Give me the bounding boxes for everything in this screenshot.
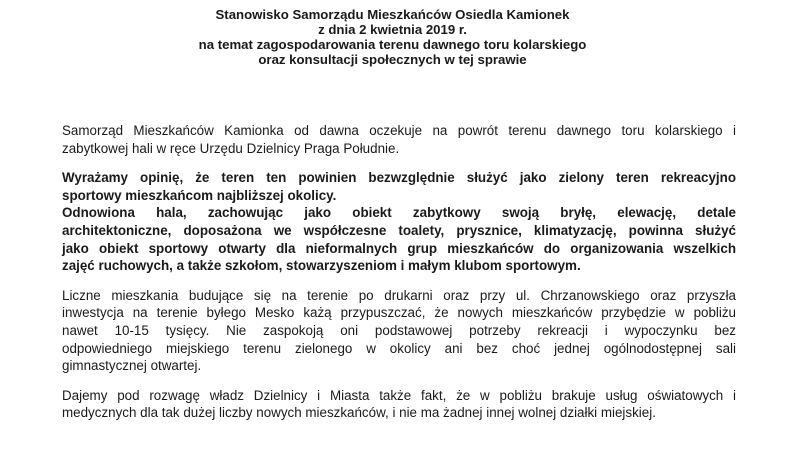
- text-line: zabytkowej hali w ręce Urzędu Dzielnicy Praga Południe.: [62, 140, 400, 156]
- text-line: architektoniczne, doposażona we współczesne toalety, prysznice, klimatyzację, powinna służyć: [62, 222, 736, 238]
- paragraph-housing: [62, 287, 736, 375]
- text-line: inwestycja na terenie byłego Mesko każą przypuszczać, że nowych mieszkańców przybędzie w pobliżu: [62, 305, 736, 321]
- text-line: sportowy mieszkańcom najbliższej okolicy.: [62, 187, 337, 203]
- text-line: odpowiedniego miejskiego terenu zielonego w okolicy ani bez choć jednej ogólnodostępnej sali: [62, 340, 736, 356]
- text-line: Odnowiona hala, zachowując jako obiekt zabytkowy swoją bryłę, elewację, detale: [62, 205, 736, 221]
- text-line: Liczne mieszkania budujące się na terenie po drukarni oraz przy ul. Chrzanowskiego oraz przyszła: [62, 287, 736, 303]
- header-subject-line: na temat zagospodarowania terenu dawnego toru kolarskiego: [198, 37, 587, 52]
- text-line: medycznych dla tak dużej liczby nowych mieszkańców, i nie ma żadnej innej wolnej działki miejskiej.: [62, 405, 656, 421]
- header-date-line: z dnia 2 kwietnia 2019 r.: [318, 22, 467, 37]
- header-title-line: Stanowisko Samorządu Mieszkańców Osiedla Kamionek: [215, 7, 570, 22]
- document-header: [0, 7, 785, 67]
- document-body: [62, 122, 736, 422]
- text-line: Samorząd Mieszkańców Kamionka od dawna oczekuje na powrót terenu dawnego toru kolarskiego i: [62, 123, 736, 138]
- text-line: gimnastycznej otwartej.: [62, 358, 202, 374]
- text-line: Wyrażamy opinię, że teren ten powinien bezwzględnie służyć jako zielony teren rekreacyjno: [62, 170, 736, 186]
- header-subject-line-2: oraz konsultacji społecznych w tej sprawie: [258, 52, 527, 67]
- text-line: nawet 10-15 tysięcy. Nie zaspokoją oni podstawowej potrzeby rekreacji i wypoczynku bez: [62, 322, 736, 338]
- text-line: zajęć ruchowych, a także szkołom, stowarzyszeniom i małym klubom sportowym.: [62, 258, 581, 274]
- paragraph-intro: [62, 122, 736, 157]
- paragraph-opinion: [62, 169, 736, 275]
- text-line: Dajemy pod rozwagę władz Dzielnicy i Miasta także fakt, że w pobliżu brakuje usług oświatowych i: [62, 387, 736, 403]
- paragraph-services: [62, 387, 736, 422]
- text-line: jako obiekt sportowy otwarty dla nieformalnych grup mieszkańców do organizowania wszelkich: [62, 240, 736, 256]
